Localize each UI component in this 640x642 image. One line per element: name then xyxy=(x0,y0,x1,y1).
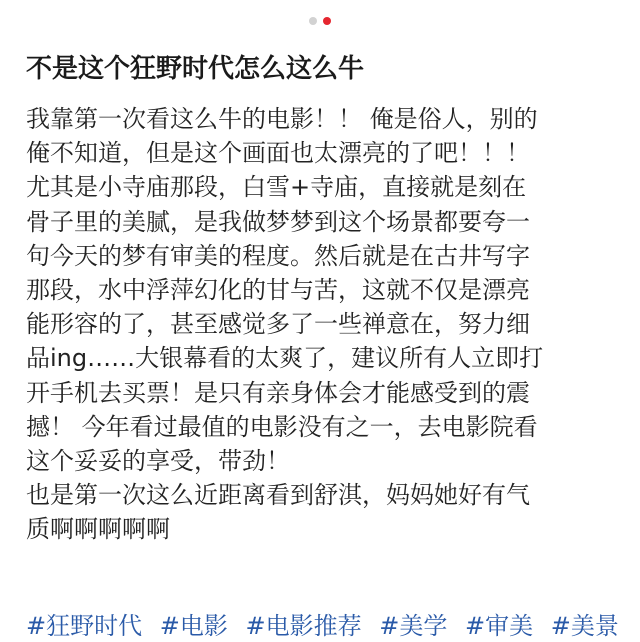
post-body-line: 撼！ 今年看过最值的电影没有之一，去电影院看 xyxy=(26,412,538,441)
post-body-line: 开手机去买票！是只有亲身体会才能感受到的震 xyxy=(26,378,530,407)
hashtag-meixue[interactable]: #美学 xyxy=(379,612,448,640)
hashtag-dianying[interactable]: #电影 xyxy=(159,612,228,640)
hashtag-meijing[interactable]: #美景 xyxy=(550,612,619,640)
hashtag-dianying-tuijian[interactable]: #电影推荐 xyxy=(245,612,362,640)
post-body-line: 那段，水中浮萍幻化的甘与苦，这就不仅是漂亮 xyxy=(26,275,530,304)
post-body-line: 我靠第一次看这么牛的电影！！ 俺是俗人，别的 xyxy=(26,105,538,133)
post-title: 不是这个狂野时代怎么这么牛 xyxy=(26,54,365,84)
carousel-pager xyxy=(0,17,640,27)
post-body-line: 也是第一次这么近距离看到舒淇，妈妈她好有气 xyxy=(26,481,530,510)
post-body-line: 能形容的了，甚至感觉多了一些禅意在，努力细 xyxy=(26,310,530,339)
post-body-line: 俺不知道，但是这个画面也太漂亮的了吧！！！ xyxy=(26,139,530,168)
hashtag-list xyxy=(26,610,626,642)
hashtag-shenmei[interactable]: #审美 xyxy=(465,612,534,640)
post-body-line: 句今天的梦有审美的程度。然后就是在古井写字 xyxy=(26,241,530,270)
pager-dot-1[interactable] xyxy=(309,17,317,25)
post-body-line: 这个妥妥的享受，带劲！ xyxy=(26,446,290,475)
post-body-line: 尤其是小寺庙那段，白雪+寺庙，直接就是刻在 xyxy=(26,173,527,202)
post-body-line: 骨子里的美腻，是我做梦梦到这个场景都要夸一 xyxy=(26,207,530,236)
pager-dot-2-active[interactable] xyxy=(323,17,331,25)
hashtag-kuangye-shidai[interactable]: #狂野时代 xyxy=(26,612,143,640)
post-body xyxy=(26,102,626,546)
post-body-line: 品ing……大银幕看的太爽了，建议所有人立即打 xyxy=(26,344,544,373)
post-body-line: 质啊啊啊啊啊 xyxy=(26,515,170,544)
